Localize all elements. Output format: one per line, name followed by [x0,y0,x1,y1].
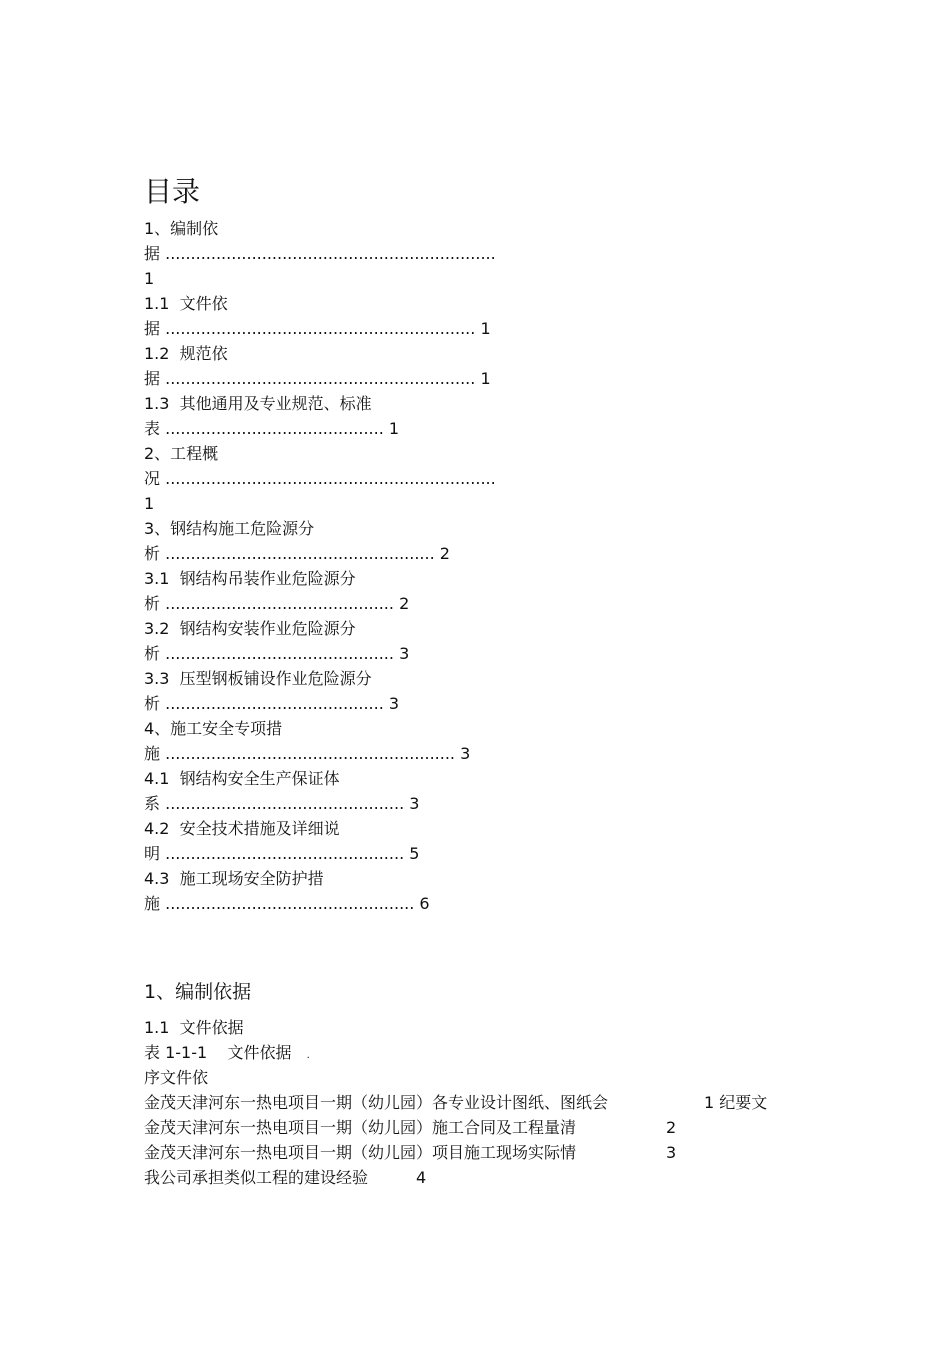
table-row-number: 4 [416,1168,427,1187]
toc-page-number: 1 [480,319,491,338]
toc-entry-leader[interactable] [144,841,419,866]
toc-dot-leader: ............................................. [165,644,394,663]
toc-entry-title[interactable]: 3.1 钢结构吊装作业危险源分 [144,569,356,588]
toc-dot-leader: ............................................... [165,844,405,863]
row-num: 1 [704,1093,715,1112]
toc-entry-title[interactable]: 4.3 施工现场安全防护措 [144,869,324,888]
toc-dot-leader: ......................................................... [165,744,456,763]
table-header: 序文件依 [144,1068,209,1087]
toc-entry-title-tail: 据 [144,319,161,338]
toc-page-number: 3 [388,694,400,713]
toc-dot-leader: ............................................... [165,794,405,813]
toc-entry-leader[interactable] [144,316,491,341]
toc-dot-leader: ........................................... [165,694,384,713]
toc-entry-title-tail: 析 [144,644,161,663]
toc-entry-leader[interactable] [144,891,430,916]
toc-entry-leader[interactable] [144,741,470,766]
toc-dot-leader: ................................................................. [165,244,496,263]
toc-title: 目录 [144,175,201,208]
toc-page-number: 3 [409,794,420,813]
toc-page-number: 1 [388,419,400,438]
table-row-number [704,1090,767,1115]
toc-entry-title[interactable]: 1、编制依 [144,219,219,238]
toc-entry-leader[interactable] [144,591,409,616]
table-row: 金茂天津河东一热电项目一期（幼儿园）施工合同及工程量清 [144,1118,577,1137]
toc-entry-leader[interactable] [144,466,496,491]
toc-page-number: 6 [419,894,430,913]
toc-page-number: 1 [144,269,155,288]
toc-entry-title[interactable]: 1.3 其他通用及专业规范、标准 [144,394,372,413]
table-caption-mark: . [306,1050,310,1061]
toc-entry-title[interactable]: 4、施工安全专项措 [144,719,283,738]
toc-dot-leader: ............................................. [165,594,394,613]
table-row-number: 3 [666,1143,677,1162]
toc-entry-title-tail: 据 [144,369,161,388]
toc-entry-leader[interactable] [144,241,496,266]
table-row: 金茂天津河东一热电项目一期（幼儿园）项目施工现场实际情 [144,1143,577,1162]
table-caption [144,1040,310,1068]
toc-entry-title[interactable]: 1.1 文件依 [144,294,228,313]
toc-entry-title[interactable]: 4.2 安全技术措施及详细说 [144,819,340,838]
toc-page-number: 3 [460,744,471,763]
toc-dot-leader: ........................................... [165,419,384,438]
table-row: 我公司承担类似工程的建设经验 [144,1168,369,1187]
toc-entry-title[interactable]: 3.2 钢结构安装作业危险源分 [144,619,356,638]
toc-entry-leader[interactable] [144,416,399,441]
toc-entry-title[interactable]: 3.3 压型钢板铺设作业危险源分 [144,669,372,688]
toc-entry-title[interactable]: 4.1 钢结构安全生产保证体 [144,769,340,788]
section-heading: 1、编制依据 [144,981,252,1003]
table-row-number: 2 [666,1118,677,1137]
toc-dot-leader: ................................................................. [165,469,496,488]
toc-entry-leader[interactable] [144,691,399,716]
row-tail: 纪要文 [719,1093,768,1112]
toc-entry-title-tail: 施 [144,744,161,763]
subsection-heading: 1.1 文件依据 [144,1018,244,1037]
toc-entry-title-tail: 表 [144,419,161,438]
table-row: 金茂天津河东一热电项目一期（幼儿园）各专业设计图纸、图纸会 [144,1093,609,1112]
table-caption-text: 表 1-1-1 文件依据 [144,1043,292,1062]
toc-entry-title[interactable]: 2、工程概 [144,444,219,463]
toc-dot-leader: ............................................................. [165,319,476,338]
toc-entry-leader[interactable] [144,366,491,391]
toc-entry-title-tail: 明 [144,844,161,863]
toc-entry-title-tail: 据 [144,244,161,263]
toc-page-number: 5 [409,844,420,863]
toc-page-number: 1 [144,494,155,513]
toc-entry-title-tail: 析 [144,694,161,713]
toc-entry-title-tail: 施 [144,894,161,913]
toc-entry-title[interactable]: 1.2 规范依 [144,344,228,363]
toc-entry-leader[interactable] [144,791,419,816]
toc-entry-title-tail: 系 [144,794,161,813]
toc-page-number: 1 [480,369,491,388]
toc-dot-leader: ............................................................. [165,369,476,388]
toc-entry-leader[interactable] [144,541,450,566]
toc-entry-title-tail: 析 [144,594,161,613]
toc-page-number: 2 [439,544,450,563]
toc-dot-leader: ................................................. [165,894,415,913]
toc-entry-title-tail: 况 [144,469,161,488]
toc-entry-leader[interactable] [144,641,409,666]
toc-page-number: 2 [399,594,410,613]
toc-page-number: 3 [399,644,410,663]
toc-dot-leader: ..................................................... [165,544,435,563]
toc-entry-title-tail: 析 [144,544,161,563]
toc-entry-title[interactable]: 3、钢结构施工危险源分 [144,519,315,538]
